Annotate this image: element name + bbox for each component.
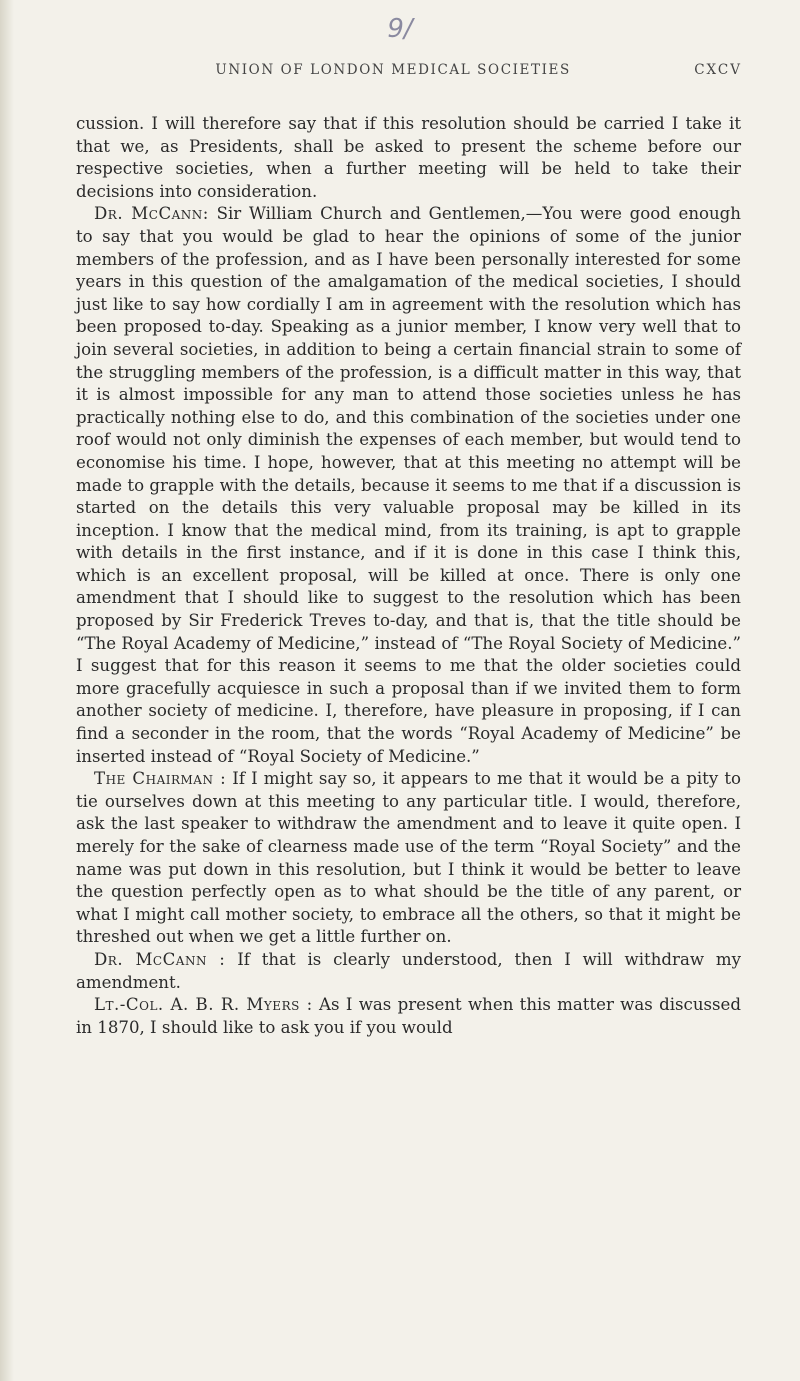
paragraph [76,949,741,994]
paragraph [76,768,741,949]
paragraph-text: cussion. I will therefore say that if this resolution should be carried I take it that we, as Presidents, shall be asked to present the scheme before our respective societies, when a further meeting will be held to take their decisions into consideration. [76,114,741,201]
paragraph-text: Sir William Church and Gentlemen,—You were good enough to say that you would be glad to hear the opinions of some of the junior members of the profession, and as I have been personally interested for some years in this question of the amalgamation of the medical societies, I should just like to say how cordially I am in agreement with the resolution which has been proposed to-day. Speaking as a junior member, I know very well that to join several societies, in addition to being a certain financial strain to some of the struggling members of the profession, is a difficult matter in this way, that it is almost impossible for any man to attend those societies unless he has practically nothing else to do, and this combination of the societies under one roof would not only diminish the expenses of each member, but would tend to economise his time. I hope, however, that at this meeting no attempt will be made to grapple with the details, because it seems to me that if a discussion is started on the details this very valuable proposal may be killed in its inception. I know that the medical mind, from its training, is apt to grapple with details in the first instance, and if it is done in this case I think this, which is an excellent proposal, will be killed at once. There is only one amendment that I should like to suggest to the resolution which has been proposed by Sir Frederick Treves to-day, and that is, that the title should be “The Royal Academy of Medicine,” instead of “The Royal Society of Medicine.” I suggest that for this reason it seems to me that the older societies could more gracefully acquiesce in such a proposal than if we invited them to form another society of medicine. I, therefore, have pleasure in proposing, if I can find a seconder in the room, that the words “Royal Academy of Medicine” be inserted instead of “Royal Society of Medicine.” [76,204,741,766]
speaker-name: Lt.-Col. A. B. R. Myers : [94,995,313,1015]
running-head-title: UNION OF LONDON MEDICAL SOCIETIES [215,62,571,78]
body-text [76,113,741,1039]
folio-mark: 9/ [387,14,413,44]
paragraph [76,203,741,768]
paragraph [76,994,741,1039]
speaker-name: Dr. McCann : [94,949,226,969]
speaker-name: Dr. McCann: [94,204,209,224]
paragraph-text: As I was present when this matter was discussed in 1870, I should like to ask you if you would [76,995,741,1037]
paragraph-text: If that is clearly understood, then I will withdraw my amendment. [76,949,741,992]
paragraph [76,113,741,203]
running-header [92,62,742,78]
page-number: CXCV [694,62,742,78]
paragraph-text: If I might say so, it appears to me that it would be a pity to tie ourselves down at this meeting to any particular title. I would, therefore, ask the last speaker to withdraw the amendment and to leave it quite open. I merely for the sake of clearness made use of the term “Royal Society” and the name was put down in this resolution, but I think it would be better to leave the question perfectly open as to what should be the title of any parent, or what I might call mother society, to embrace all the others, so that it might be threshed out when we get a little further on. [76,769,741,947]
page-gutter-shadow [0,0,14,1381]
speaker-name: The Chairman : [94,769,227,789]
